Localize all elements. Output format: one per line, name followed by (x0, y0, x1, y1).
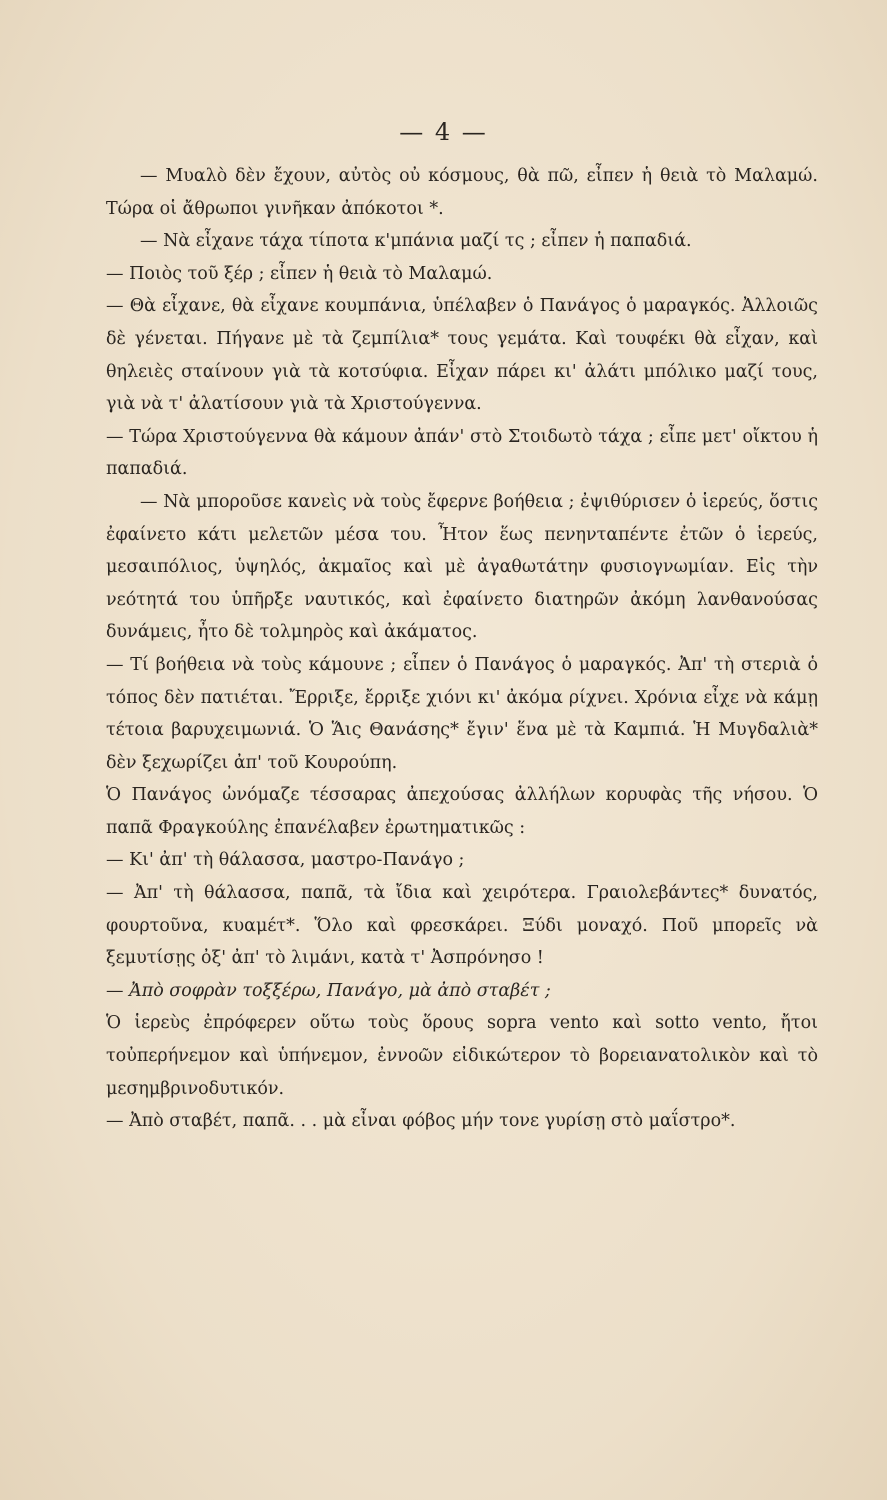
paragraph: — Νὰ εἶχανε τάχα τίποτα κ'μπάνια μαζί τς ; εἶπεν ἡ παπαδιά. (140, 231, 692, 252)
paragraph: — Τί βοήθεια νὰ τοὺς κάμουνε ; εἶπεν ὁ Πανάγος ὁ μαραγκός. Ἀπ' τὴ στεριὰ ὁ τόπος δὲν πατιέται. Ἔρριξε, ἔρριξε χιόνι κι' ἀκόμα ρίχνει. Χρόνια εἶχε νὰ κάμῃ τέτοια βαρυχειμωνιά. Ὁ Ἅις Θανάσης* ἔγιν' ἕνα μὲ τὰ Καμπιά. Ἡ Μυγδαλιὰ* δὲν ξεχωρίζει ἀπ' τοῦ Κουρούπη. (106, 654, 818, 773)
paragraph: — Ἀπ' τὴ θάλασσα, παπᾶ, τὰ ἴδια καὶ χειρότερα. Γραιολεβάντες* δυνατός, φουρτοῦνα, κυαμέτ*. Ὅλο καὶ φρεσκάρει. Ξύδι μοναχό. Ποῦ μπορεῖς νὰ ξεμυτίσῃς ὀξ' ἀπ' τὸ λιμάνι, κατὰ τ' Ἀσπρόνησο ! (106, 883, 818, 969)
body-text (106, 160, 818, 1138)
paragraph: — Θὰ εἶχανε, θὰ εἶχανε κουμπάνια, ὑπέλαβεν ὁ Πανάγος ὁ μαραγκός. Ἀλλοιῶς δὲ γένεται. Πήγανε μὲ τὰ ζεμπίλια* τους γεμάτα. Καὶ τουφέκι θὰ εἶχαν, καὶ θηλειὲς σταίνουν γιὰ τὰ κοτσύφια. Εἶχαν πάρει κι' ἀλάτι μπόλικο μαζί τους, γιὰ νὰ τ' ἀλατίσουν γιὰ τὰ Χριστούγεννα. (106, 296, 818, 415)
paragraph: — Ποιὸς τοῦ ξέρ ; εἶπεν ἡ θειὰ τὸ Μαλαμώ. (106, 263, 493, 284)
paragraph: — Μυαλὸ δὲν ἔχουν, αὐτὸς οὐ κόσμους, θὰ πῶ, εἶπεν ἡ θειὰ τὸ Μαλαμώ. Τώρα οἱ ἄθρωποι γινῆκαν ἀπόκοτοι *. (106, 166, 818, 219)
paragraph: — Τώρα Χριστούγεννα θὰ κάμουν ἀπάν' στὸ Στοιδωτὸ τάχα ; εἶπε μετ' οἴκτου ἡ παπαδιά. (106, 426, 818, 480)
paragraph: Ὁ Πανάγος ὠνόμαζε τέσσαρας ἀπεχούσας ἀλλήλων κορυφὰς τῆς νήσου. Ὁ παπᾶ Φραγκούλης ἐπανέλαβεν ἐρωτηματικῶς : (106, 785, 818, 838)
paragraph: Ὁ ἱερεὺς ἐπρόφερεν οὕτω τοὺς ὅρους sopra vento καὶ sotto vento, ἤτοι τοὐπερήνεμον καὶ ὑπήνεμον, ἐννοῶν εἰδικώτερον τὸ βορειανατολικὸν καὶ τὸ μεσημβρινοδυτικόν. (106, 1013, 818, 1099)
paragraph: — Ἀπὸ σοφρὰν τοξξέρω, Πανάγο, μὰ ἀπὸ σταβέτ ; (106, 980, 551, 1001)
page-number: — 4 — (399, 118, 488, 146)
paragraph: — Νὰ μποροῦσε κανεὶς νὰ τοὺς ἔφερνε βοήθεια ; ἐψιθύρισεν ὁ ἱερεύς, ὅστις ἐφαίνετο κάτι μελετῶν μέσα του. Ἦτον ἕως πενηνταπέντε ἐτῶν ὁ ἱερεύς, μεσαιπόλιος, ὑψηλός, ἀκμαῖος καὶ μὲ ἀγαθωτάτην φυσιογνωμίαν. Εἰς τὴν νεότητά του ὑπῆρξε ναυτικός, καὶ ἐφαίνετο διατηρῶν ἀκόμη λανθανούσας δυνάμεις, ἦτο δὲ τολμηρὸς καὶ ἀκάματος. (106, 491, 818, 643)
paragraph: — Κι' ἀπ' τὴ θάλασσα, μαστρο-Πανάγο ; (106, 850, 465, 871)
paragraph: — Ἀπὸ σταβέτ, παπᾶ. . . μὰ εἶναι φόβος μήν τονε γυρίσῃ στὸ μαΐστρο*. (106, 1111, 736, 1132)
